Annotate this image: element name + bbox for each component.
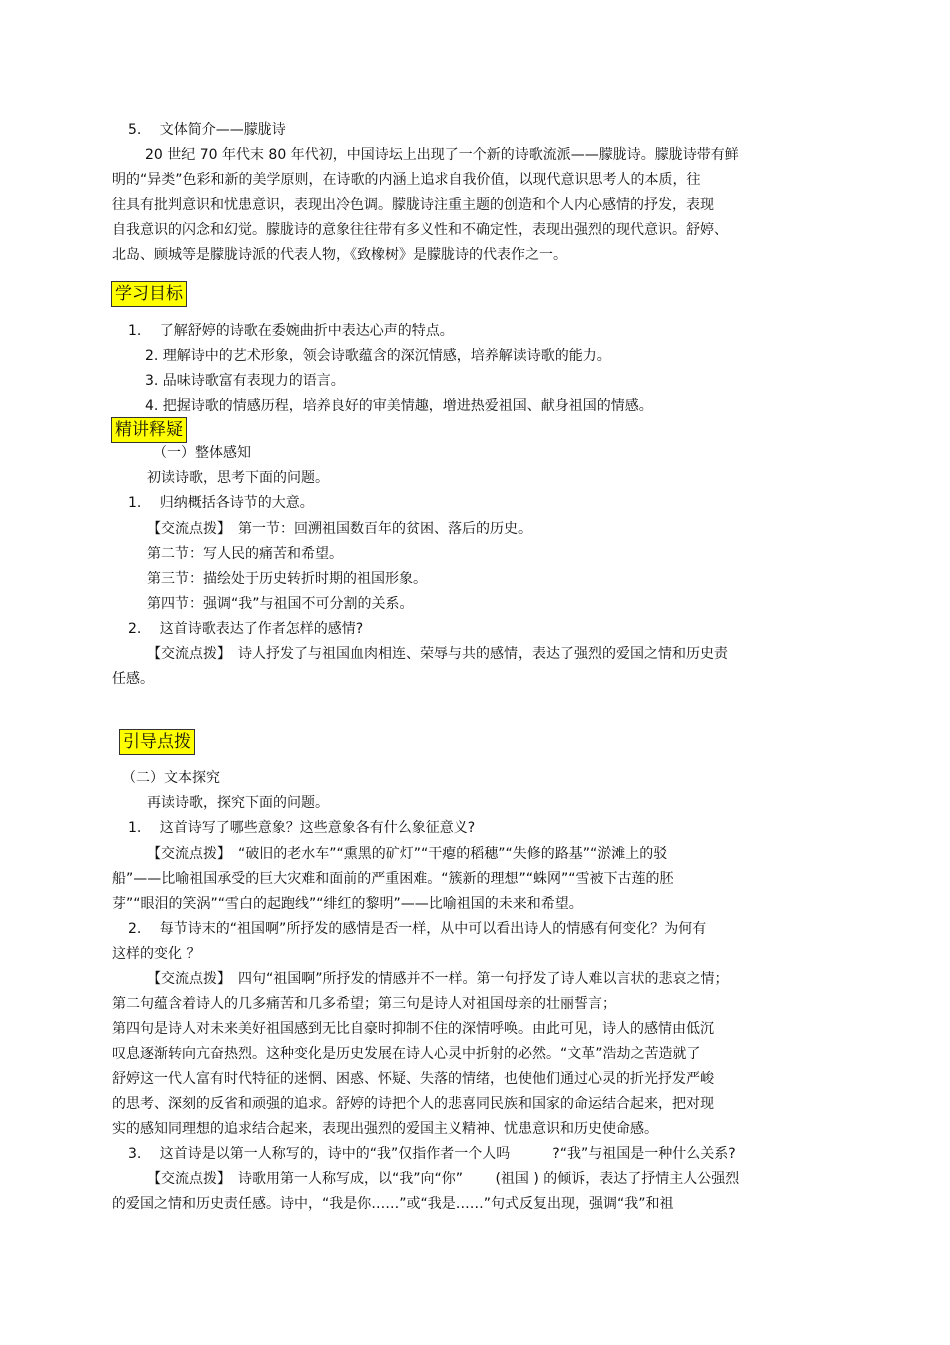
goal-item: 2. 理解诗中的艺术形象，领会诗歌蕴含的深沉情感，培养解读诗歌的能力。: [145, 348, 611, 364]
answer-line: 第四句是诗人对未来美好祖国感到无比自豪时抑制不住的深情呼唤。由此可见，诗人的感情由低沉: [112, 1021, 714, 1037]
answer-line: 【交流点拨】 四句“祖国啊”所抒发的情感并不一样。第一句抒发了诗人难以言状的悲哀之情；: [147, 971, 729, 987]
answer-line: 的思考、深刻的反省和顽强的追求。舒婷的诗把个人的悲喜同民族和国家的命运结合起来，把对现: [112, 1096, 714, 1112]
goal-item: 3. 品味诗歌富有表现力的语言。: [145, 373, 345, 389]
question: 2. 这首诗歌表达了作者怎样的感情?: [128, 621, 364, 637]
answer-line: 舒婷这一代人富有时代特征的迷惘、困惑、怀疑、失落的情绪，也使他们通过心灵的折光抒发严峻: [112, 1071, 714, 1087]
paragraph-line: 往具有批判意识和忧患意识，表现出冷色调。朦胧诗注重主题的创造和个人内心感情的抒发，表现: [112, 197, 714, 213]
question: 1. 这首诗写了哪些意象？这些意象各有什么象征意义?: [128, 820, 476, 836]
paragraph-line: 北岛、顾城等是朦胧诗派的代表人物，《致橡树》是朦胧诗的代表作之一。: [112, 247, 567, 263]
answer-line: 芽”“眼泪的笑涡”“雪白的起跑线”“绯红的黎明”——比喻祖国的未来和希望。: [112, 896, 583, 912]
answer-line: 第二句蕴含着诗人的几多痛苦和几多希望；第三句是诗人对祖国母亲的壮丽誓言；: [112, 996, 616, 1012]
answer-line: 的爱国之情和历史责任感。诗中，“我是你……”或“我是……”句式反复出现，强调“我”和祖: [112, 1196, 674, 1212]
answer-line: 实的感知同理想的追求结合起来，表现出强烈的爱国主义精神、忧患意识和历史使命感。: [112, 1121, 658, 1137]
question: 3. 这首诗是以第一人称写的，诗中的“我”仅指作者一个人吗 ?“我”与祖国是一种什么关系?: [128, 1146, 736, 1162]
question: 这样的变化 ？: [112, 946, 201, 962]
paragraph-line: 初读诗歌，思考下面的问题。: [147, 470, 329, 486]
heading-learning-goals: 学习目标: [111, 281, 187, 307]
answer-line: 第二节：写人民的痛苦和希望。: [147, 546, 343, 562]
paragraph-line: 自我意识的闪念和幻觉。朦胧诗的意象往往带有多义性和不确定性，表现出强烈的现代意识。舒婷、: [112, 222, 728, 238]
heading-explanation: 精讲释疑: [111, 417, 187, 443]
paragraph-line: 明的“异类”色彩和新的美学原则，在诗歌的内涵上追求自我价值，以现代意识思考人的本质，往: [112, 172, 701, 188]
subheading: （二）文本探究: [122, 770, 220, 786]
question: 2. 每节诗末的“祖国啊”所抒发的感情是否一样，从中可以看出诗人的情感有何变化？为何有: [128, 921, 707, 937]
paragraph-line: 20 世纪 70 年代末 80 年代初，中国诗坛上出现了一个新的诗歌流派——朦胧诗。朦胧诗带有鲜: [145, 147, 739, 163]
paragraph-line: 再读诗歌，探究下面的问题。: [147, 795, 329, 811]
subheading: （一）整体感知: [153, 445, 251, 461]
answer-line: 第四节：强调“我”与祖国不可分割的关系。: [147, 596, 414, 612]
answer-line: 【交流点拨】 第一节：回溯祖国数百年的贫困、落后的历史。: [147, 521, 532, 537]
answer-line: 第三节：描绘处于历史转折时期的祖国形象。: [147, 571, 427, 587]
goal-item: 1. 了解舒婷的诗歌在委婉曲折中表达心声的特点。: [128, 323, 454, 339]
answer-line: 【交流点拨】 诗人抒发了与祖国血肉相连、荣辱与共的感情，表达了强烈的爱国之情和历史责: [147, 646, 728, 662]
section-title: 5. 文体简介——朦胧诗: [128, 122, 286, 138]
answer-line: 叹息逐渐转向亢奋热烈。这种变化是历史发展在诗人心灵中折射的必然。“文革”浩劫之苦造就了: [112, 1046, 701, 1062]
answer-line: 任感。: [112, 671, 154, 687]
goal-item: 4. 把握诗歌的情感历程，培养良好的审美情趣，增进热爱祖国、献身祖国的情感。: [145, 398, 653, 414]
answer-line: 【交流点拨】 “破旧的老水车”“熏黑的矿灯”“干瘪的稻穗”“失修的路基”“淤滩上的驳: [147, 846, 668, 862]
question: 1. 归纳概括各诗节的大意。: [128, 495, 314, 511]
heading-guidance: 引导点拨: [119, 729, 195, 755]
answer-line: 【交流点拨】 诗歌用第一人称写成，以“我”向“你” (祖国 ) 的倾诉，表达了抒情主人公强烈: [147, 1171, 740, 1187]
answer-line: 船”——比喻祖国承受的巨大灾难和面前的严重困难。“簇新的理想”“蛛网”“雪被下古莲的胚: [112, 871, 674, 887]
